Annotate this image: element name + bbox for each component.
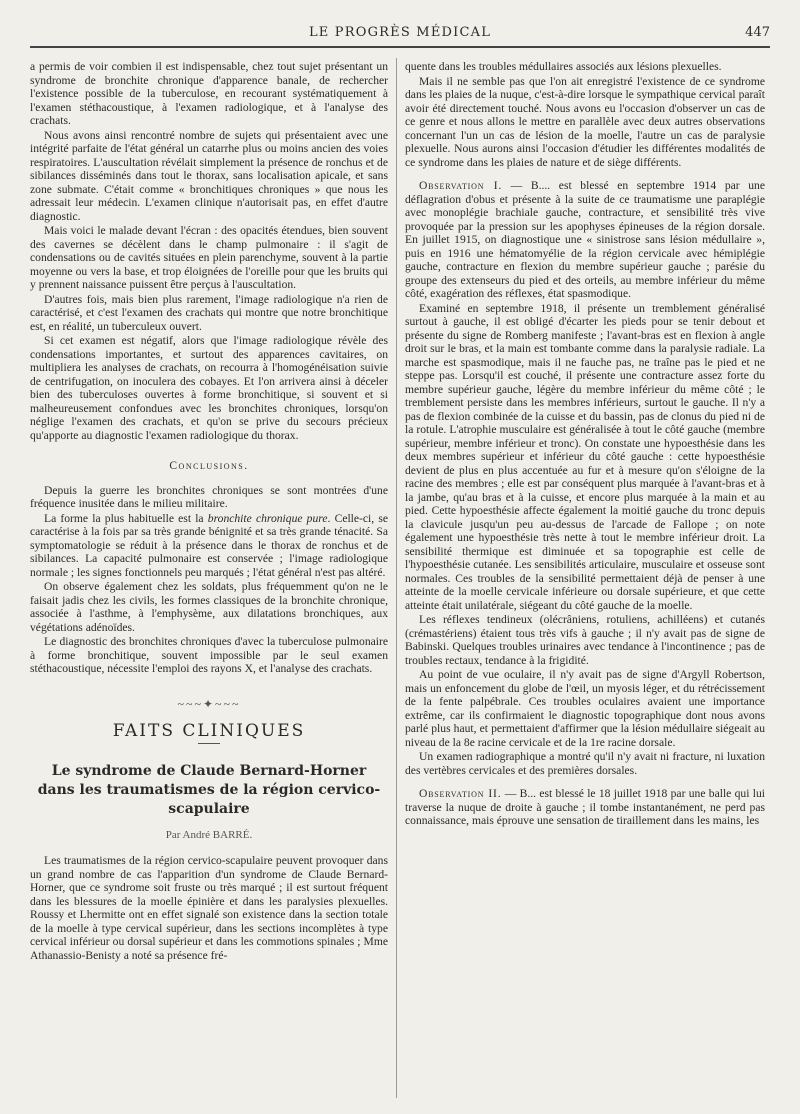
paragraph: a permis de voir combien il est indispensable, chez tout sujet présentant un syndrome de bronchite chronique d'apparence banale, de rechercher l'existence possible de la tuberculose, en recourant systématiquement à l'examen stéthacoustique, à l'examen radiologique, et à l'analyse des crachats. xyxy=(30,60,388,127)
observation-paragraph xyxy=(405,179,765,301)
paragraph: Nous avons ainsi rencontré nombre de sujets qui présentaient avec une intégrité parfaite de l'état général un catarrhe plus ou moins ancien des voies respiratoires. L'auscultation révélait simplement la présence de ronchus et de sibilances disséminés dans tout le thorax, sans localisation apicale, et sans zone submate. C'était comme « bronchitiques chroniques » que nous les adressait leur médecin. L'examen clinique n'autorisait pas, en effet d'autre diagnostic. xyxy=(30,128,388,223)
paragraph: Les réflexes tendineux (olécrâniens, rotuliens, achilléens) et cutanés (crémastériens) étaient tous très vifs à gauche ; il n'y avait pas de signe de Babinski. Quelques troubles urinaires avec tendance à l'incontinence ; pas de troubles rectaux, tendance à la frigidité. xyxy=(405,613,765,667)
article-byline: Par André BARRÉ. xyxy=(165,828,253,841)
paragraph: Au point de vue oculaire, il n'y avait pas de signe d'Argyll Robertson, mais un enfoncement du globe de l'œil, un myosis léger, et du rétrécissement de la fente palpébrale. Ces troubles oculaires avaient une importance extrême, car ils confirmaient le diagnostic topographique dont nous avons parlé plus haut, et permettaient d'affirmer que la lésion médullaire siégeait au niveau de la 8e racine cervicale et de la 1re racine dorsale. xyxy=(405,668,765,749)
right-column xyxy=(405,60,765,829)
paragraph xyxy=(30,512,388,580)
page-number: 447 xyxy=(745,25,770,40)
column-divider xyxy=(396,58,397,1098)
observation-label: Observation I. xyxy=(419,179,503,192)
text-run: — B.... est blessé en septembre 1914 par une déflagration d'obus et présente à la suite de ce traumatisme une paraplégie avec monoplégie brachiale gauche, contracture, et sensibilité très vive provoquée par la pression sur les apophyses épineuses de la région dorsale. En juillet 1915, on diagnostique une « sinistrose sans lésion médullaire », puis en 1916 une hématomyélie de la région cervicale avec hémiplégie gauche, contracture en flexion du membre supérieur gauche ; parésie du groupe des extenseurs du pied et des orteils, au membre inférieur du même côté, exagération des réflexes, état spasmodique. xyxy=(405,179,765,300)
left-column xyxy=(30,60,388,963)
text-run: La forme la plus habituelle est la xyxy=(44,511,208,525)
journal-title: LE PROGRÈS MÉDICAL xyxy=(308,25,492,40)
text-run: . Celle-ci, se caractérise à la fois par sa très grande bénignité et sa très grande ténacité. Sa symptomatologie se réduit à la présence dans le thorax de ronchus et de sibilances. La capacité pulmonaire est conservée ; l'image radiologique normale ; les signes fonctionnels peu marqués ; l'état général n'est pas altéré. xyxy=(30,511,389,579)
paragraph: Mais voici le malade devant l'écran : des opacités étendues, bien souvent des cavernes se décèlent dans le champ pulmonaire : il s'agit de condensations ou de cavités situées en plein parenchyme, souvent à la partie moyenne ou vers la base, et trop éloignées de l'oreille pour que les bruits qui y prennent naissance puissent être perçus à l'auscultation. xyxy=(30,224,388,291)
paragraph: Examiné en septembre 1918, il présente un tremblement généralisé surtout à gauche, il est obligé d'écarter les pieds pour se tenir debout et présente du signe de Romberg manifeste ; l'avant-bras est en flexion à angle droit sur le bras, et la main est tombante comme dans la paralysie radiale. La marche est spasmodique, mais il ne fauche pas, ne traîne pas le pied et ne steppe pas. Lorsqu'il est couché, il présente une contracture assez forte du membre supérieur gauche, légère du membre inférieur du même côté ; le tremblement persiste dans les membres inférieurs, surtout le gauche. Il n'y a pas de flexion combinée de la cuisse et du bassin, pas de clonus du pied ni de la rotule. L'atrophie musculaire est généralisée à tout le côté gauche (membre supérieur, membre inférieur et tronc). On constate une hypoesthésie dans les deux membres supérieur et inférieur du côté gauche : cette hypoesthésie devient de plus en plus accentuée au fur et à mesure qu'on s'éloigne de la racine des membres ; elle est par conséquent plus marquée à l'avant-bras et à la jambe, qu'au bras et à la cuisse, et encore plus marquée à la main et au pied. Cette hypoesthésie affecte également la moitié gauche du tronc depuis la clavicule jusqu'un peu au-dessus de l'arcade de Fallope ; on note également une hypoesthésie très nette à tout le membre inférieur droit. La sensibilité thermique est diminuée et sa topographie est celle de l'hypoesthésie cutanée. Les sensibilités articulaire, musculaire et osseuse sont normales. Ces troubles de la sensibilité permettaient déjà de penser à une atteinte de la moelle cervicale inférieure ou dorsale supérieure, et que cette atteinte était unilatérale, siégeant du côté gauche de la moelle. xyxy=(405,301,765,612)
paragraph: Depuis la guerre les bronchites chroniques se sont montrées d'une fréquence inusitée dans le milieu militaire. xyxy=(30,483,388,510)
paragraph: quente dans les troubles médullaires associés aux lésions plexuelles. xyxy=(405,60,722,73)
title-rule xyxy=(198,743,220,744)
paragraph: Mais il ne semble pas que l'on ait enregistré l'existence de ce syndrome dans les plaies de la nuque, c'est-à-dire lorsque le sympathique cervical paraît avoir été directement touché. Nous avons eu l'occasion d'observer un cas de ce genre et nous allons le mettre en parallèle avec deux autres observations concernant l'un un cas de lésion de la moelle, l'autre un cas de paralysie plexuelle. Nous aurons ainsi l'occasion d'étudier les différentes modalités de ce syndrome dans les plaies de nature et de siège différents. xyxy=(405,74,765,169)
paragraph: On observe également chez les soldats, plus fréquemment qu'on ne le faisait jadis chez les civils, les formes classiques de la bronchite chronique, associée à l'asthme, à l'emphysème, aux dilatations bronchiques, aux végétations adénoïdes. xyxy=(30,580,388,634)
conclusions-heading: Conclusions. xyxy=(169,460,249,472)
text-run: — B... est blessé le 18 juillet 1918 par une balle qui lui traverse la nuque de droite à gauche ; il tombe instantanément, ne perd pas connaissance, mais éprouve une sensation de tiraillement dans les mains, les xyxy=(405,787,765,827)
article-title: Le syndrome de Claude Bernard-Horner dans les traumatismes de la région cervico-scapulaire xyxy=(37,762,381,817)
observation-label: Observation II. xyxy=(419,787,502,800)
paragraph: Le diagnostic des bronchites chroniques d'avec la tuberculose pulmonaire à forme bronchitique, souvent impossible par le seul examen stéthacoustique, nécessite l'emploi des rayons X, et l'analyse des crachats. xyxy=(30,635,388,675)
paragraph: Un examen radiographique a montré qu'il n'y avait ni fracture, ni luxation des vertèbres cervicales et des premières dorsales. xyxy=(405,750,765,777)
paragraph: Les traumatismes de la région cervico-scapulaire peuvent provoquer dans un grand nombre de cas l'apparition d'un syndrome de Claude Bernard-Horner, que ce syndrome soit fruste ou très marqué ; il est surtout fréquent dans les blessures de la moelle épinière et dans les paralysies plexuelles. Roussy et Lhermitte ont en effet signalé son existence dans la section totale de la moelle à type cervical supérieur, dans les sections incomplètes à type cervical inférieur ou dorsal supérieur et dans les commotions spinales ; Mme Athanassio-Benisty a noté sa présence fré- xyxy=(30,854,388,962)
paragraph: Si cet examen est négatif, alors que l'image radiologique révèle des condensations importantes, et surtout des apparences cavitaires, on multipliera les analyses de crachats, on recourra à l'homogénéisation suivie de centrifugation, on inoculera des cobayes. Et l'on arrivera ainsi à déceler bien des tuberculoses ouvertes à forme bronchitique, si souvent et si malheureusement confondues avec les bronchites chroniques, lorsqu'on néglige l'examen des crachats, et qu'on se prive du secours précieux qu'apporte au diagnostic l'examen radiologique du thorax. xyxy=(30,334,388,442)
section-title: FAITS CLINIQUES xyxy=(112,721,306,741)
paragraph: D'autres fois, mais bien plus rarement, l'image radiologique n'a rien de caractérisé, et c'est l'examen des crachats qui montre que notre bronchitique est, en réalité, un tuberculeux ouvert. xyxy=(30,292,388,333)
observation-paragraph xyxy=(405,787,765,828)
running-header xyxy=(30,24,770,48)
ornament-divider: ~~~✦~~~ xyxy=(177,696,241,711)
italic-term: bronchite chronique pure xyxy=(207,511,328,525)
